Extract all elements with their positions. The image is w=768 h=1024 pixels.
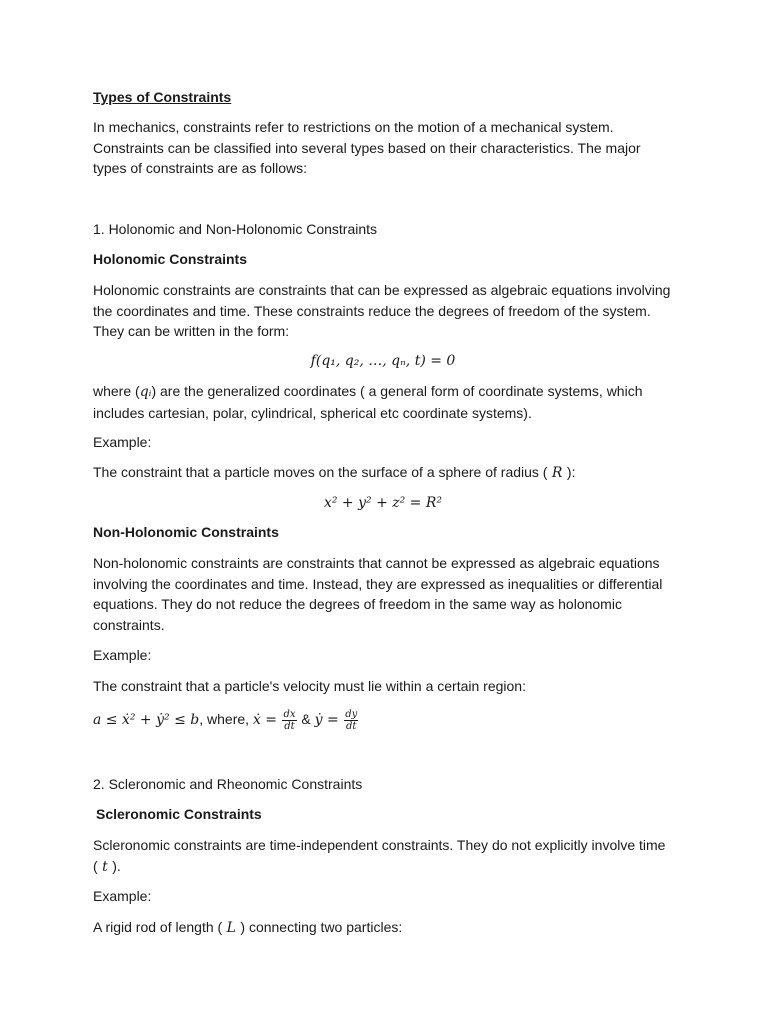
dx-dt-fraction xyxy=(282,709,296,732)
scleronomic-example-text xyxy=(93,917,673,939)
sphere-equation: x² + y² + z² = R² xyxy=(323,495,443,511)
holonomic-heading: Holonomic Constraints xyxy=(93,251,248,267)
example-suffix: ): xyxy=(566,464,576,480)
holonomic-body: Holonomic constraints are constraints that can be expressed as algebraic equations involving the coordinates and time. These constraints reduce the degrees of freedom of the system. They can be written in the form: xyxy=(93,282,671,340)
where-symbol: qᵢ xyxy=(139,384,152,400)
nonholonomic-heading: Non-Holonomic Constraints xyxy=(93,524,279,540)
ampersand: & xyxy=(297,711,315,727)
scleronomic-body xyxy=(93,835,673,877)
where-rest: ) are the generalized coordinates ( a general form of coordinate systems, which includes cartesian, polar, cylindrical, spherical etc coordinate systems). xyxy=(93,383,643,421)
nonholonomic-example-text: The constraint that a particle's velocity must lie within a certain region: xyxy=(93,678,526,694)
scleronomic-heading: Scleronomic Constraints xyxy=(96,806,262,822)
length-symbol: L xyxy=(222,920,241,936)
inequality: a ≤ ẋ² + ẏ² ≤ b xyxy=(93,712,200,728)
scleronomic-body-suffix: ). xyxy=(112,857,121,874)
velocity-inequality xyxy=(93,706,673,733)
dy-dt-fraction xyxy=(344,709,358,732)
ydot-def: ẏ = xyxy=(314,712,344,728)
intro-paragraph: In mechanics, constraints refer to restrictions on the motion of a mechanical system. Constraints can be classified into several types based on their characteristics. The major types of constraints are as follows: xyxy=(93,119,641,177)
dy-numerator: dy xyxy=(345,708,358,720)
section1-heading: 1. Holonomic and Non-Holonomic Constraints xyxy=(93,221,378,237)
section2-heading: 2. Scleronomic and Rheonomic Constraints xyxy=(93,776,363,792)
where-word: , where, xyxy=(199,711,253,727)
xdot-def: ẋ = xyxy=(252,712,282,728)
nonholonomic-example-label: Example: xyxy=(93,647,152,663)
dt-denominator: dt xyxy=(284,720,295,732)
nonholonomic-body: Non-holonomic constraints are constraints that cannot be expressed as algebraic equations involving the coordinates and time. Instead, they are expressed as inequalities or differential equations. They do not reduce the degrees of freedom in the same way as holonomic constraints. xyxy=(93,555,663,633)
page-title: Types of Constraints xyxy=(93,89,232,105)
holonomic-equation: f(q₁, q₂, …, qₙ, t) = 0 xyxy=(310,353,456,369)
example-symbol: R xyxy=(547,465,567,481)
dx-numerator: dx xyxy=(283,708,296,720)
holonomic-example-text xyxy=(93,462,673,484)
scleronomic-example-label: Example: xyxy=(93,888,152,904)
holonomic-where-text xyxy=(93,381,673,423)
time-symbol: t xyxy=(97,858,113,875)
holonomic-example-label: Example: xyxy=(93,434,152,450)
rod-suffix: ) connecting two particles: xyxy=(240,919,403,935)
rod-prefix: A rigid rod of length ( xyxy=(93,919,223,935)
example-prefix: The constraint that a particle moves on the surface of a sphere of radius ( xyxy=(93,464,548,480)
dt-denominator-2: dt xyxy=(346,720,357,732)
scleronomic-body-prefix: Scleronomic constraints are time-independent constraints. They do not explicitly involve time ( xyxy=(93,837,666,874)
where-prefix: where ( xyxy=(93,383,140,399)
